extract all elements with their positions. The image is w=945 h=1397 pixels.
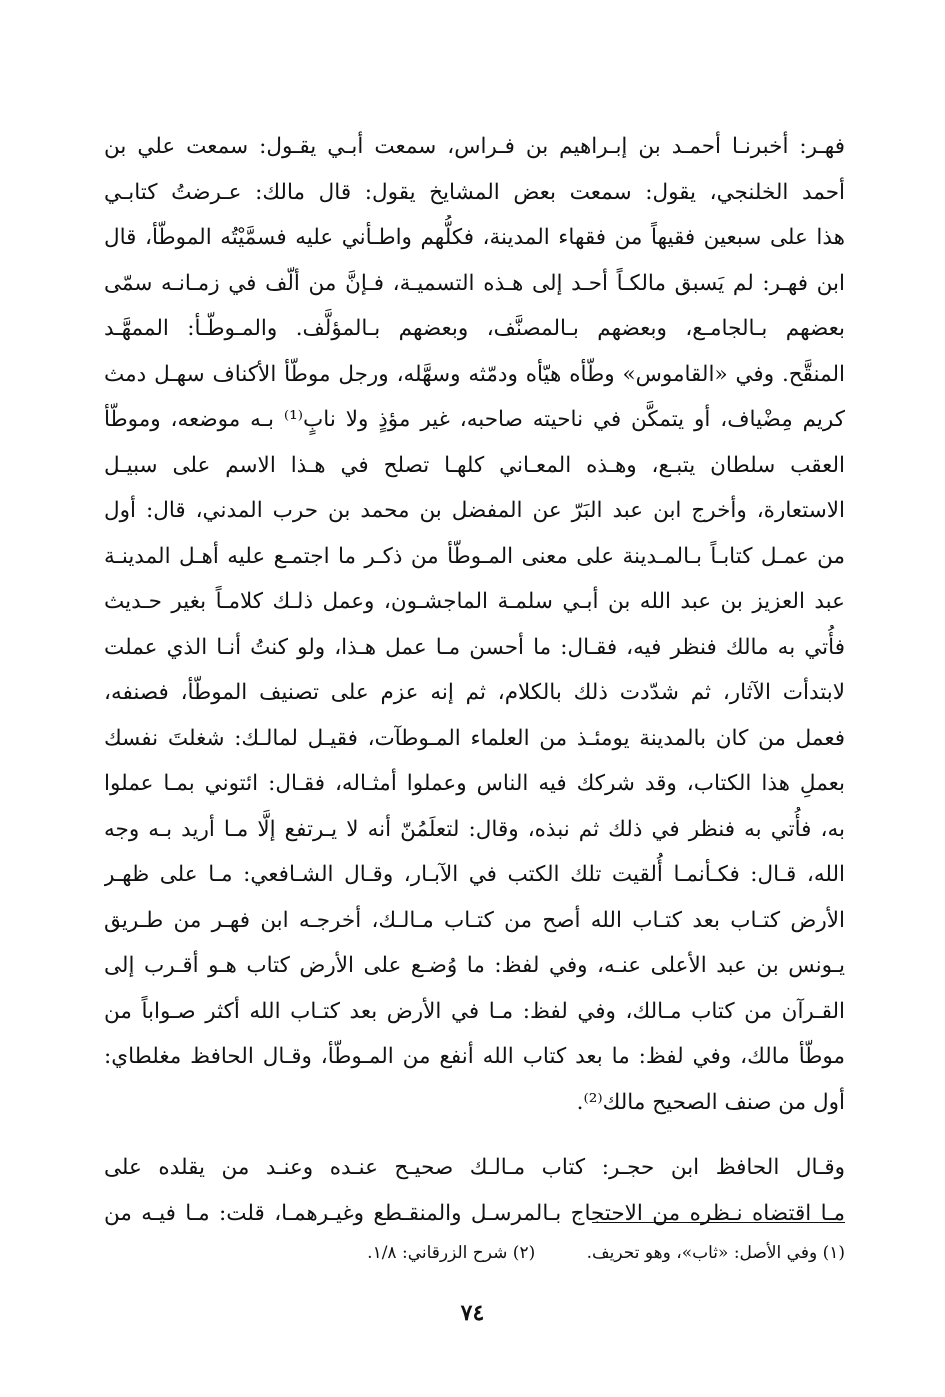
text-line: أول من صنف الصحيح مالك⁽²⁾. <box>576 1089 845 1115</box>
main-text <box>104 124 845 1236</box>
text-line: به، فأُتي به فنظر في ذلك ثم نبذه، وقال: لتعلَمُنّ أنه لا يـرتفع إلَّا مـا أريد بـه وجه <box>104 816 845 842</box>
text-line: موطّأ مالك، وفي لفظ: ما بعد كتاب الله أنفع من المـوطّأ، وقـال الحافظ مغلطاي: <box>104 1044 845 1069</box>
text-line: عبد العزيز بن عبد الله بن أبـي سلمـة الماجشـون، وعمل ذلـك كلامـاً بغير حـديث <box>104 589 845 614</box>
paragraph-gap <box>104 1125 845 1145</box>
footnotes <box>104 1238 845 1268</box>
text-line: ابن فهـر: لم يَسبق مالكـاً أحـد إلى هـذه التسميـة، فـإنَّ من ألّف في زمـانـه سمّى <box>104 270 845 296</box>
page-number: ٧٤ <box>460 1300 485 1326</box>
text-line: أحمد الخلنجي، يقول: سمعت بعض المشايخ يقول: قال مالك: عـرضتُ كتابـي <box>104 179 845 205</box>
text-line: هذا على سبعين فقيهاً من فقهاء المدينة، فكلُّهم واطـأني عليه فسمَّيْتُه الموطّأ، قال <box>104 225 845 250</box>
footnote-rule <box>592 1222 845 1223</box>
text-line: العقب سلطان يتبـع، وهـذه المعـاني كلهـا تصلح في هـذا الاسم على سبيـل <box>104 452 845 478</box>
text-line: الأرض كتـاب بعد كتـاب الله أصح من كتـاب مـالـك، أخرجـه ابن فهـر من طـريق <box>104 907 845 933</box>
footnote-1: (١) وفي الأصل: «ثاب»، وهو تحريف. <box>586 1243 845 1263</box>
text-line: الله، قـال: فكـأنمـا أُلقيت تلك الكتب في الآبـار، وقـال الشـافعي: مـا على ظهـر <box>104 862 845 887</box>
text-line: لابتدأت الآثار، ثم شدّدت ذلك بالكلام، ثم إنه عزم على تصنيف الموطّأ، فصنفه، <box>104 680 845 705</box>
text-line: بعملِ هذا الكتاب، وقد شركك فيه الناس وعملوا أمثـاله، فقـال: ائتوني بمـا عملوا <box>104 771 845 796</box>
text-line: بعضهم بـالجامـع، وبعضهم بـالمصنَّف، وبعضهم بـالمؤلَّف. والمـوطّـأ: الممهَّـد <box>104 316 845 341</box>
text-line: وقـال الحافظ ابن حجـر: كتاب مـالـك صحيـح عنـده وعنـد من يقلده على <box>104 1155 845 1180</box>
text-line: كريم مِضْياف، أو يتمكَّن في ناحيته صاحبه، غير مؤذٍ ولا نابٍ⁽¹⁾ بـه موضعه، وموطّأ <box>104 407 845 432</box>
text-line: فعمل من كان بالمدينة يومئـذ من العلماء المـوطآت، فقيـل لمالـك: شغلتَ نفسك <box>104 725 845 751</box>
text-line: مـا اقتضاه نـظره من الاحتجاج بـالمرسـل والمنقـطع وغيـرهمـا، قلت: مـا فيـه من <box>104 1200 845 1226</box>
text-line: المنقَّح. وفي «القاموس» وطّأه هيّأه ودمّثه وسهَّله، ورجل موطّأ الأكناف سهـل دمث <box>104 361 845 387</box>
text-line: الاستعارة، وأخرج ابن عبد البَرّ عن المفضل بن محمد بن حرب المدني، قال: أول <box>104 498 845 523</box>
text-line: فهـر: أخبرنـا أحمـد بن إبـراهيم بن فـراس، سمعت أبـي يقـول: سمعت علي بن <box>104 134 845 159</box>
text-line: القـرآن من كتاب مـالك، وفي لفظ: مـا في الأرض بعد كتـاب الله أكثر صـواباً من <box>104 998 845 1024</box>
paragraph-1 <box>104 124 845 1125</box>
footnote-2: (٢) شرح الزرقاني: ١/٨. <box>367 1243 536 1263</box>
text-line: فأُتي به مالك فنظر فيه، فقـال: ما أحسن مـا عمل هـذا، ولو كنتُ أنـا الذي عملت <box>104 634 845 660</box>
text-line: من عمـل كتابـاً بـالمـدينة على معنى المـوطّأ من ذكـر ما اجتمـع عليه أهـل المدينـة <box>104 543 845 569</box>
text-line: يـونس بن عبد الأعلى عنـه، وفي لفظ: ما وُضـع على الأرض كتاب هـو أقـرب إلى <box>104 953 845 978</box>
